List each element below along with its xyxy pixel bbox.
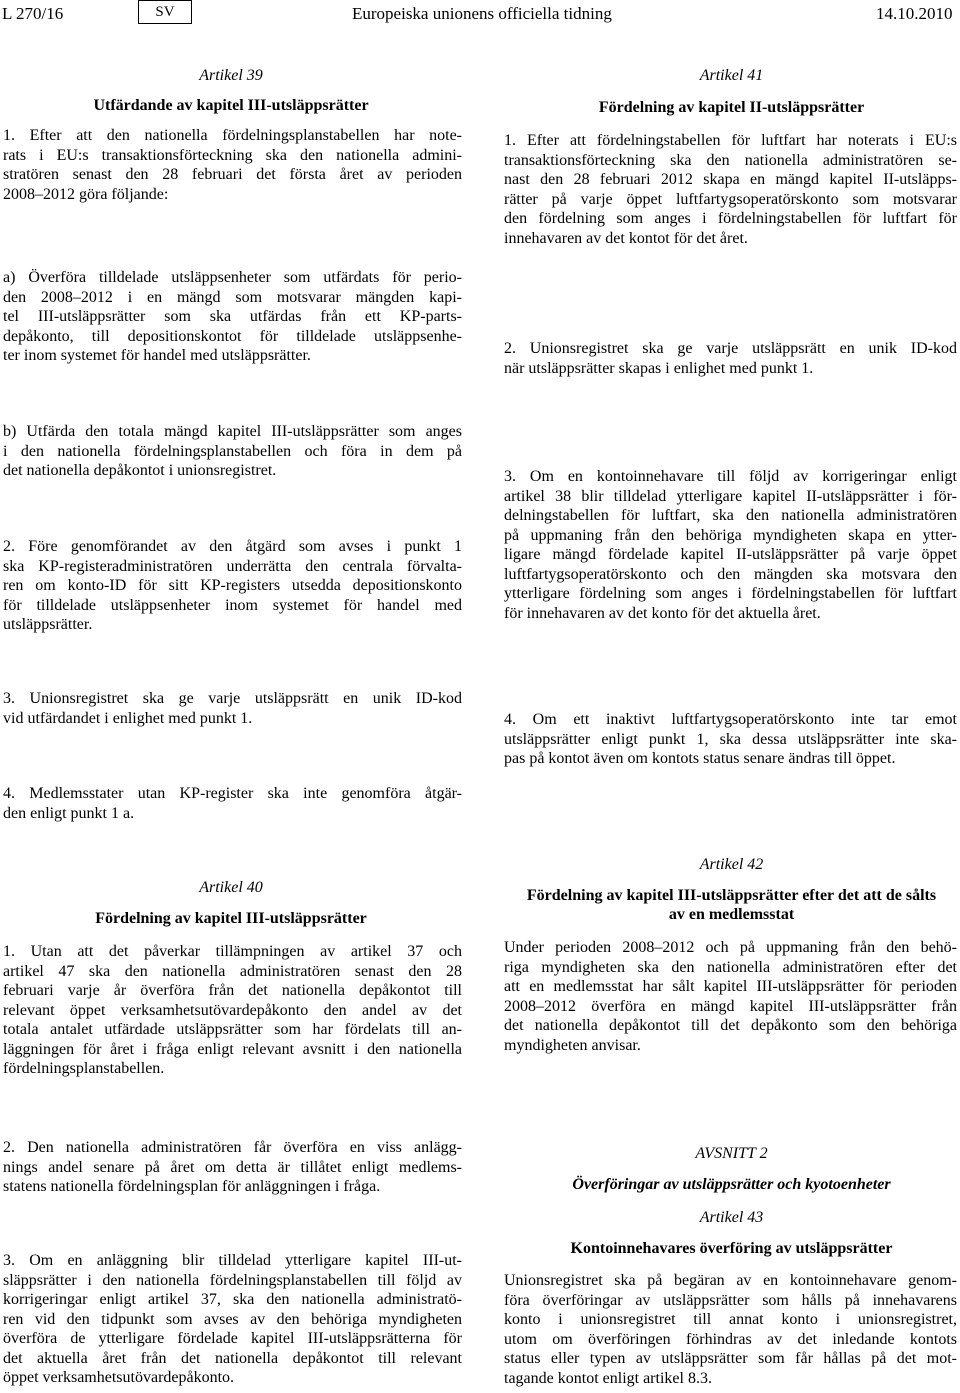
article-39-point-b: [3, 422, 462, 481]
text-line: 2. Den nationella administratören får överföra en viss anlägg-: [3, 1139, 462, 1156]
text-line: för tilldelade utsläppsenheter inom systemet för handel med: [3, 596, 462, 614]
text-line: artikel 47 ska den nationella administratören senast den 28: [3, 962, 462, 980]
text-line: fördelningsplanstabellen.: [3, 1060, 165, 1077]
text-line: luftfartygsoperatörskonto och den mängden ska motsvara den: [504, 565, 957, 583]
text-line: ytterligare fördelning som anges i fördelningstabellen för luftfart: [504, 585, 957, 602]
text-line: den enligt punkt 1 a.: [3, 804, 135, 822]
text-line: 1. Efter att den nationella fördelningsplanstabellen har note-: [3, 127, 462, 144]
section-2-title: Överföringar av utsläppsrätter och kyotoenheter: [572, 1176, 891, 1193]
article-43-label: Artikel 43: [699, 1209, 764, 1226]
article-41-title: Fördelning av kapitel II-utsläppsrätter: [598, 99, 865, 116]
page-reference: L 270/16: [2, 4, 64, 23]
text-line: 3. Om en anläggning blir tilldelad ytterligare kapitel III-ut-: [3, 1252, 462, 1269]
text-line: 2. Före genomförandet av den åtgärd som avses i punkt 1: [3, 538, 462, 555]
text-line: a) Överföra tilldelade utsläppsenheter som utfärdats för perio-: [3, 269, 462, 286]
text-line: det nationella depåkontot till det depåkonto som den behöriga: [504, 1017, 957, 1034]
page-header: [0, 0, 960, 30]
text-line: pas på kontot även om kontots status senare ändras till öppet.: [504, 750, 896, 767]
text-line: b) Utfärda den totala mängd kapitel III-utsläppsrätter som anges: [3, 423, 462, 440]
text-line: det nationella depåkontot i unionsregistret.: [3, 462, 277, 479]
text-line: 4. Om ett inaktivt luftfartygsoperatörskonto inte tar emot: [504, 711, 957, 728]
text-line: transaktionsförteckning ska den nationella administratören se-: [504, 151, 957, 169]
article-39-point-a: [3, 268, 462, 366]
article-40-label: Artikel 40: [199, 879, 263, 896]
publication-date: 14.10.2010: [876, 4, 953, 23]
article-39-label: Artikel 39: [199, 67, 263, 84]
text-line: att en medlemsstat har sålt kapitel III-utsläppsrätter för perioden: [504, 978, 957, 995]
text-line: ren vid den tidpunkt som avses av den behöriga myndigheten: [3, 1310, 462, 1328]
text-line: Under perioden 2008–2012 och på uppmaning från den behö-: [504, 939, 957, 956]
text-line: vid utfärdandet i enlighet med punkt 1.: [3, 709, 253, 727]
article-40-title: Fördelning av kapitel III-utsläppsrätter: [95, 910, 367, 927]
text-line: utsläppsrätter.: [3, 616, 93, 633]
text-line: 4. Medlemsstater utan KP-register ska inte genomföra åtgär-: [3, 785, 462, 802]
article-40-paragraph-1: [3, 942, 462, 1079]
article-40-paragraph-3: [3, 1251, 462, 1388]
text-line: februari varje år överföra från det nationella depåkontot till: [3, 982, 462, 999]
text-line: depåkonto, till depositionskontot för tilldelade utsläppsenhe-: [3, 327, 462, 345]
text-line: det aktuella året från det nationella depåkontot till relevant: [3, 1349, 462, 1367]
text-line: tel III-utsläppsrätter som ska utfärdas från ett KP-parts-: [3, 308, 462, 325]
text-line: 2008–2012 överföra en mängd kapitel III-utsläppsrätter från: [504, 997, 957, 1015]
text-line: utom om överföringen förhindras av det inledande kontots: [504, 1330, 957, 1348]
text-line: den fördelning som anges i fördelningstabellen för luftfart för: [504, 210, 957, 227]
article-43-title: Kontoinnehavares överföring av utsläppsrätter: [570, 1240, 893, 1257]
article-42-label: Artikel 42: [699, 856, 764, 873]
text-line: i den nationella fördelningsplanstabellen och föra in dem på: [3, 442, 462, 460]
text-line: rätter på varje öppet luftfartygsoperatörskonto som motsvarar: [504, 190, 957, 208]
language-code: SV: [138, 0, 192, 24]
text-line: den 2008–2012 i en mängd som motsvarar mängden kapi-: [3, 288, 462, 306]
text-line: korrigeringar enligt artikel 37, ska den nationella administratö-: [3, 1291, 462, 1308]
text-line: delningstabellen för luftfart, ska den nationella administratören: [504, 507, 957, 524]
text-line: rats i EU:s transaktionsförteckning ska den nationella admini-: [3, 146, 462, 164]
text-line: utsläppsrätter enligt punkt 1, ska dessa utsläppsrätter inte ska-: [504, 730, 957, 748]
text-line: tagande kontot enligt artikel 8.3.: [504, 1369, 712, 1387]
text-line: status eller typen av utsläppsrätter som får hållas på det mot-: [504, 1350, 957, 1367]
article-39-paragraph-4: [3, 784, 462, 823]
text-line: nast den 28 februari 2012 skapa en mängd kapitel II-utsläpps-: [504, 171, 957, 188]
text-line: totala antalet utfärdade utsläppsrätter som har fördelats till an-: [3, 1021, 462, 1038]
text-line: riga myndigheten ska den nationella administratören efter det: [504, 958, 957, 976]
article-41-paragraph-4: [504, 710, 957, 769]
text-line: släppsrätter i den nationella fördelningsplanstabellen till följd av: [3, 1271, 462, 1289]
text-line: 2. Unionsregistret ska ge varje utsläppsrätt en unik ID-kod: [504, 340, 957, 357]
text-line: när utsläppsrätter skapas i enlighet med punkt 1.: [504, 359, 814, 377]
article-39-paragraph-2: [3, 537, 462, 635]
text-line: föra överföringar av utsläppsrätter som hålls på innehavarens: [504, 1291, 957, 1309]
text-line: nings andel senare på året om detta är tillåtet enligt medlems-: [3, 1158, 462, 1176]
article-43-paragraph: [504, 1271, 957, 1388]
article-39-paragraph-1: [3, 126, 462, 204]
article-41-paragraph-2: [504, 339, 957, 378]
text-line: 1. Efter att fördelningstabellen för luftfart har noterats i EU:s: [504, 132, 957, 149]
journal-title: Europeiska unionens officiella tidning: [352, 4, 612, 23]
text-line: ter inom systemet för handel med utsläppsrätter.: [3, 347, 311, 364]
article-41-label: Artikel 41: [699, 67, 764, 84]
text-line: stratören senast den 28 februari det första året av perioden: [3, 166, 462, 183]
article-39-title: Utfärdande av kapitel III-utsläppsrätter: [93, 97, 369, 114]
text-line: myndigheten anvisar.: [504, 1036, 641, 1054]
article-41-paragraph-1: [504, 131, 957, 248]
text-line: på uppmaning från den behöriga myndigheten skapa en ytter-: [504, 526, 957, 544]
text-line: konto i unionsregistret till annat konto i unionsregistret,: [504, 1311, 957, 1328]
text-line: ska KP-registeradministratören underrätta den centrala förvalta-: [3, 557, 462, 575]
text-line: öppet verksamhetsutövardepåkonto.: [3, 1369, 235, 1386]
article-42-title-line-2: av en medlemsstat: [668, 906, 795, 923]
text-line: innehavaren av det kontot för det året.: [504, 229, 748, 247]
text-line: 3. Unionsregistret ska ge varje utsläppsrätt en unik ID-kod: [3, 690, 462, 707]
text-line: 3. Om en kontoinnehavare till följd av korrigeringar enligt: [504, 468, 957, 485]
text-line: relevant öppet verksamhetsutövardepåkonto den andel av det: [3, 1001, 462, 1019]
article-42-paragraph: [504, 938, 957, 1055]
text-line: för innehavaren av det konto för det aktuella året.: [504, 604, 821, 622]
article-42-title-line-1: Fördelning av kapitel III-utsläppsrätter efter det att de sålts: [526, 887, 937, 904]
text-line: ren om konto-ID för sitt KP-registers utsedda depositionskonto: [3, 577, 462, 594]
article-41-paragraph-3: [504, 467, 957, 623]
text-line: 1. Utan att det påverkar tillämpningen av artikel 37 och: [3, 943, 462, 960]
text-line: Unionsregistret ska på begäran av en kontoinnehavare genom-: [504, 1272, 957, 1289]
text-line: ligare mängd fördelade kapitel II-utsläppsrätter på varje öppet: [504, 546, 957, 563]
text-line: överföra de ytterligare fördelade kapitel III-utsläppsrätterna för: [3, 1330, 462, 1347]
text-line: statens nationella fördelningsplan för anläggningen i fråga.: [3, 1178, 381, 1195]
text-line: artikel 38 blir tilldelad ytterligare kapitel II-utsläppsrätter i för-: [504, 487, 957, 505]
article-39-paragraph-3: [3, 689, 462, 728]
text-line: 2008–2012 göra följande:: [3, 185, 169, 203]
section-2-label: AVSNITT 2: [695, 1145, 768, 1162]
text-line: läggningen för året i fråga enligt relevant avsnitt i den nationella: [3, 1040, 462, 1058]
article-40-paragraph-2: [3, 1138, 462, 1197]
